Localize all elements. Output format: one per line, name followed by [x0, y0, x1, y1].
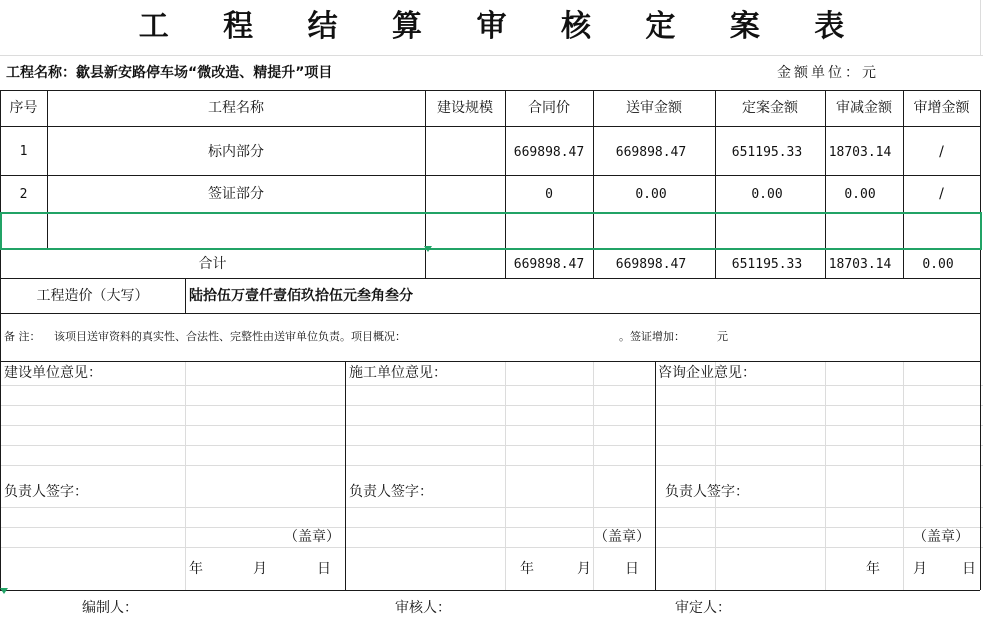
row-final: 651195.33: [731, 145, 803, 160]
comment-marker-icon: [0, 588, 8, 594]
total-contract: 669898.47: [513, 257, 585, 272]
total-reduced: 18703.14: [828, 257, 892, 272]
reviewer-label: 审核人：: [395, 600, 451, 616]
project-name: 工程名称：歙县新安路停车场“微改造、精提升”项目: [6, 65, 333, 81]
amount-unit: 金额单位：元: [777, 65, 879, 81]
col-header-increased: 审增金额: [913, 100, 970, 116]
total-increased: 0.00: [922, 257, 954, 272]
approver-label: 审定人：: [675, 600, 731, 616]
opinion-seal: （盖章）: [284, 529, 340, 545]
selected-row[interactable]: [0, 212, 982, 250]
remarks-unit: 元: [717, 330, 728, 343]
opinion-title: 施工单位意见：: [349, 365, 447, 381]
col-header-contract: 合同价: [528, 100, 570, 116]
grid-line: [0, 445, 983, 446]
opinion-seal: （盖章）: [594, 529, 650, 545]
col-header-submitted: 送审金额: [626, 100, 682, 116]
opinion-day: 日: [962, 561, 976, 577]
grid-line: [185, 362, 186, 590]
col-header-final: 定案金额: [742, 100, 798, 116]
comment-marker-icon: [424, 246, 432, 252]
row-reduced: 18703.14: [828, 145, 892, 160]
total-final: 651195.33: [731, 257, 803, 272]
opinion-year: 年: [866, 561, 880, 577]
opinion-sign: 负责人签字：: [349, 484, 433, 500]
row-reduced: 0.00: [844, 187, 876, 202]
grid-line: [825, 362, 826, 590]
opinion-seal: （盖章）: [913, 529, 969, 545]
grid-line: [0, 405, 983, 406]
col-header-name: 工程名称: [208, 100, 264, 116]
col-header-reduced: 审减金额: [836, 100, 892, 116]
opinion-day: 日: [317, 561, 331, 577]
row-contract: 0: [545, 187, 553, 202]
row-submitted: 0.00: [635, 187, 667, 202]
row-increased: /: [939, 186, 944, 202]
col-header-scale: 建设规模: [437, 100, 493, 116]
opinion-title: 咨询企业意见：: [658, 365, 756, 381]
row-name: 标内部分: [208, 144, 264, 160]
row-submitted: 669898.47: [615, 145, 687, 160]
row-name: 签证部分: [208, 186, 264, 202]
opinion-day: 日: [625, 561, 639, 577]
opinion-title: 建设单位意见：: [4, 365, 102, 381]
grid-line: [0, 507, 983, 508]
opinion-year: 年: [520, 561, 534, 577]
grid-line: [0, 547, 983, 548]
grid-line: [903, 362, 904, 590]
remarks-label: 备 注：: [4, 330, 41, 343]
grid-line: [593, 362, 594, 590]
row-contract: 669898.47: [513, 145, 585, 160]
price-caps-value: 陆拾伍万壹仟壹佰玖拾伍元叁角叁分: [189, 288, 413, 304]
remarks-text: 该项目送审资料的真实性、合法性、完整性由送审单位负责。项目概况：: [54, 330, 406, 343]
opinion-month: 月: [577, 561, 591, 577]
row-final: 0.00: [751, 187, 783, 202]
row-no: 2: [19, 187, 28, 202]
grid-line: [505, 362, 506, 590]
opinion-sign: 负责人签字：: [4, 484, 88, 500]
opinion-year: 年: [189, 561, 203, 577]
price-caps-label: 工程造价（大写）: [36, 288, 149, 304]
grid-line: [0, 385, 983, 386]
opinion-month: 月: [913, 561, 927, 577]
grid-line: [0, 527, 983, 528]
total-submitted: 669898.47: [615, 257, 687, 272]
compiler-label: 编制人：: [82, 600, 138, 616]
grid-line: [715, 362, 716, 590]
remarks-visa: 。签证增加：: [619, 330, 685, 343]
opinion-month: 月: [253, 561, 267, 577]
grid-line: [0, 465, 983, 466]
col-header-no: 序号: [9, 100, 38, 116]
row-no: 1: [19, 144, 28, 159]
page-title: 工 程 结 算 审 核 定 案 表: [138, 9, 867, 44]
total-label: 合计: [198, 256, 227, 272]
grid-line: [0, 425, 983, 426]
row-increased: /: [939, 144, 944, 160]
opinion-sign: 负责人签字：: [665, 484, 749, 500]
grid-line: [0, 55, 983, 56]
